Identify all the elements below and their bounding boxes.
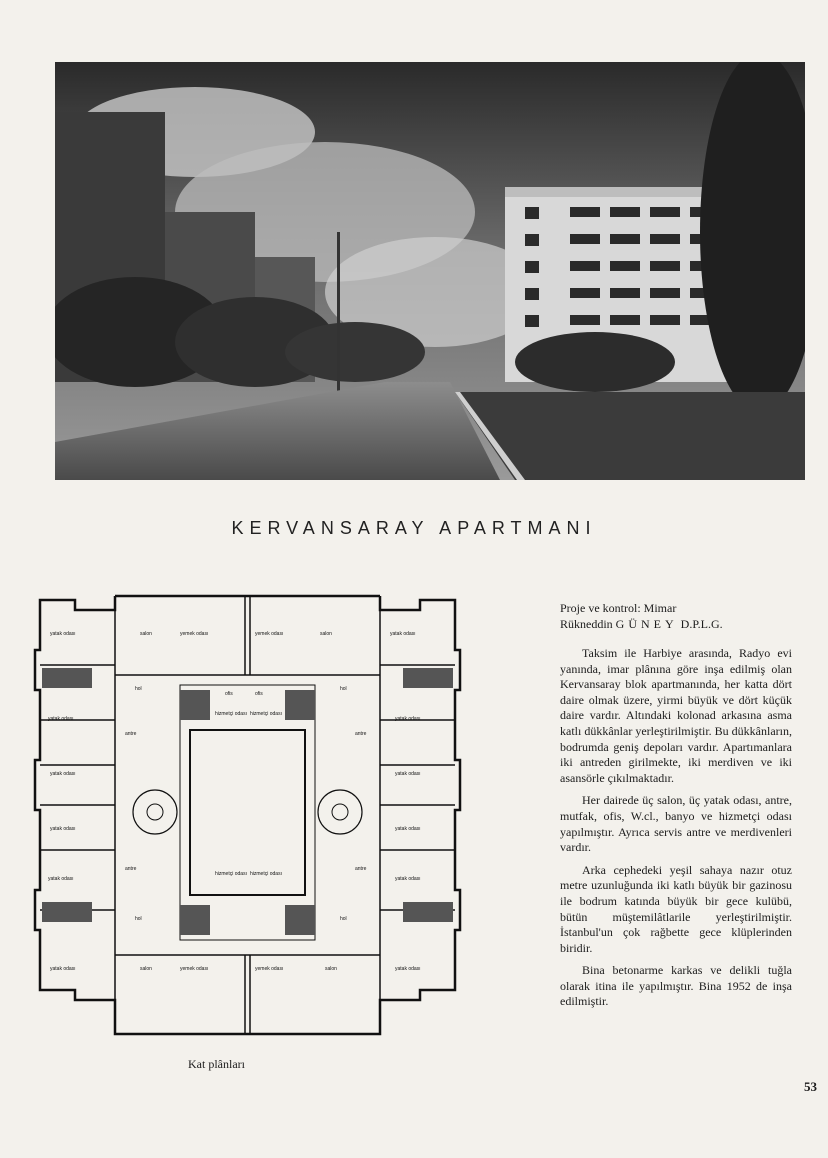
- credit-degree: D.P.L.G.: [680, 617, 723, 631]
- plan-label-salon: salon: [140, 631, 152, 637]
- plan-label-yatak: yatak odası: [395, 771, 421, 777]
- plan-label-hol: hol: [340, 916, 347, 922]
- article-title: KERVANSARAY APARTMANI: [231, 518, 597, 538]
- plan-label-yatak: yatak odası: [50, 826, 76, 832]
- plan-label-ofis: ofis: [225, 691, 233, 697]
- plan-caption: Kat plânları: [188, 1057, 245, 1071]
- plan-label-antre: antre: [355, 731, 367, 737]
- paragraph: Her dairede üç salon, üç yatak odası, antre, mutfak, ofis, W.cl., banyo ve hizmetçi odası yapılmıştır. Ayrıca servis antre ve merdivenleri vardır.: [560, 793, 792, 855]
- plan-label-yemek: yemek odası: [255, 631, 284, 637]
- paragraph: Taksim ile Harbiye arasında, Radyo evi yanında, imar plânına göre inşa edilmiş olan Kervansaray blok apartmanında, her katta dört daire olmak üzere, yirmi büyük ve dört küçük daire vardır. Altındaki kolonad arkasına asma katlı dükkânlar yerleştirilmiştir. Bu dükkânların, bodrumda geniş depoları vardır. Apartımanlara iki antreden girilmekte, iki merdiven ve iki asansörle çıkılmaktadır.: [560, 646, 792, 785]
- paragraph: Arka cephedeki yeşil sahaya nazır otuz metre uzunluğunda iki katlı büyük bir gazinosu ile bodrum katında büyük bir gece kulübü, bütün müştemilâtlarile yerleştirilmiştir. İstanbul'un çok rağbette gece klüplerinden biridir.: [560, 862, 792, 955]
- credit-line: [560, 616, 792, 632]
- credit-label: [560, 600, 792, 616]
- plan-label-antre: antre: [125, 866, 137, 872]
- plan-label-yatak: yatak odası: [395, 716, 421, 722]
- plan-label-yatak: yatak odası: [395, 966, 421, 972]
- paragraph: Bina betonarme karkas ve delikli tuğla olarak itina ile yapılmıştır. Bina 1952 de inşa edilmiştir.: [560, 963, 792, 1009]
- plan-label-ofis: ofis: [255, 691, 263, 697]
- plan-label-yatak: yatak odası: [50, 966, 76, 972]
- plan-label-hol: hol: [340, 686, 347, 692]
- plan-label-antre: antre: [125, 731, 137, 737]
- plan-label-hizmetci: hizmetçi odası: [215, 711, 247, 717]
- plan-label-hol: hol: [135, 916, 142, 922]
- plan-label-hol: hol: [135, 686, 142, 692]
- plan-label-yatak: yatak odası: [395, 876, 421, 882]
- plan-label-yatak: yatak odası: [48, 876, 74, 882]
- credit-first-name: Rükneddin: [560, 617, 613, 631]
- plan-label-hizmetci: hizmetçi odası: [250, 711, 282, 717]
- plan-label-hizmetci: hizmetçi odası: [215, 871, 247, 877]
- plan-label-yatak: yatak odası: [50, 771, 76, 777]
- plan-label-yemek: yemek odası: [180, 631, 209, 637]
- street-photo-illustration: [55, 62, 805, 480]
- plan-label-antre: antre: [355, 866, 367, 872]
- plan-label-salon: salon: [320, 631, 332, 637]
- plan-label-yatak: yatak odası: [390, 631, 416, 637]
- plan-label-yatak: yatak odası: [395, 826, 421, 832]
- credit-surname: GÜNEY: [615, 617, 678, 631]
- credit-label-text: Proje ve kontrol: Mimar: [560, 601, 677, 615]
- plan-label-yatak: yatak odası: [48, 716, 74, 722]
- building-photograph: [55, 62, 805, 480]
- article-body: [560, 600, 792, 1017]
- floor-plan-svg: [30, 590, 465, 1040]
- plan-label-salon: salon: [325, 966, 337, 972]
- plan-label-yemek: yemek odası: [180, 966, 209, 972]
- plan-label-hizmetci: hizmetçi odası: [250, 871, 282, 877]
- plan-label-salon: salon: [140, 966, 152, 972]
- page-number: 53: [804, 1079, 817, 1094]
- floor-plan-drawing: [30, 590, 465, 1040]
- plan-label-yemek: yemek odası: [255, 966, 284, 972]
- plan-label-yatak: yatak odası: [50, 631, 76, 637]
- architect-credit: [560, 600, 792, 632]
